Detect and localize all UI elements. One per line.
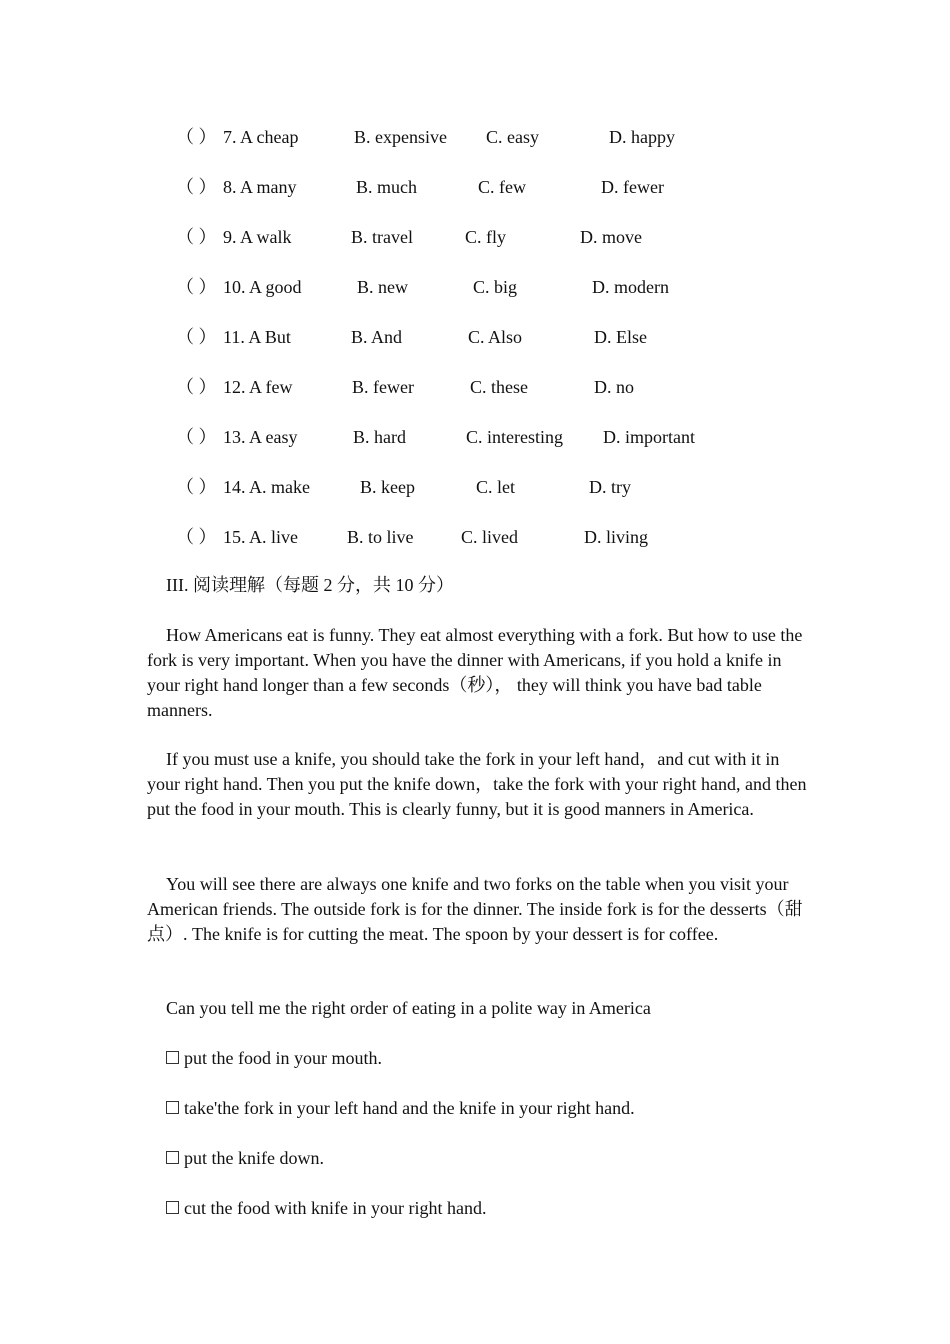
option-c: C. Also (468, 327, 523, 347)
question-row-14 (0, 474, 800, 500)
question-row-10 (0, 274, 800, 300)
option-a: 8. A many (223, 177, 297, 197)
answer-bracket: （ ） (176, 477, 217, 497)
order-option-text: put the knife down. (184, 1148, 324, 1168)
option-c: C. lived (461, 527, 518, 547)
option-d: D. modern (592, 277, 669, 297)
answer-bracket: （ ） (176, 527, 217, 547)
option-c: C. these (470, 377, 528, 397)
order-option-3 (166, 1146, 826, 1171)
option-a: 9. A walk (223, 227, 292, 247)
answer-bracket: （ ） (176, 177, 217, 197)
section-heading: III. 阅读理解（每题 2 分，共 10 分） (166, 575, 454, 595)
question-row-12 (0, 374, 800, 400)
answer-bracket: （ ） (176, 127, 217, 147)
answer-bracket: （ ） (176, 277, 217, 297)
order-option-text: take'the fork in your left hand and the knife in your right hand. (184, 1098, 635, 1118)
option-d: D. no (594, 377, 634, 397)
option-b: B. And (351, 327, 403, 347)
question-row-13 (0, 424, 800, 450)
question-row-7 (0, 124, 800, 150)
answer-bracket: （ ） (176, 427, 217, 447)
question-row-11 (0, 324, 800, 350)
checkbox-square (166, 1201, 179, 1214)
option-d: D. important (603, 427, 695, 447)
option-b: B. travel (351, 227, 413, 247)
option-b: B. expensive (354, 127, 447, 147)
option-c: C. easy (486, 127, 539, 147)
question-row-9 (0, 224, 800, 250)
order-option-text: put the food in your mouth. (184, 1048, 382, 1068)
passage-paragraph-3 (147, 872, 807, 947)
option-c: C. few (478, 177, 526, 197)
order-option-2 (166, 1096, 826, 1121)
checkbox-square (166, 1051, 179, 1064)
option-a: 10. A good (223, 277, 302, 297)
option-b: B. to live (347, 527, 414, 547)
option-b: B. much (356, 177, 417, 197)
checkbox-square (166, 1101, 179, 1114)
option-d: D. move (580, 227, 642, 247)
option-b: B. fewer (352, 377, 414, 397)
option-c: C. big (473, 277, 518, 297)
order-option-4 (166, 1196, 826, 1221)
option-c: C. interesting (466, 427, 563, 447)
option-a: 15. A. live (223, 527, 298, 547)
paragraph-text: How Americans eat is funny. They eat almost everything with a fork. But how to use the fork is very important. When you have the dinner with Americans, if you hold a knife in your right hand longer than a few seconds（秒）， they will think you have bad table manners. (147, 625, 803, 720)
option-a: 14. A. make (223, 477, 310, 497)
option-a: 11. A But (223, 327, 291, 347)
option-d: D. Else (594, 327, 647, 347)
option-b: B. new (357, 277, 408, 297)
answer-bracket: （ ） (176, 227, 217, 247)
option-d: D. living (584, 527, 649, 547)
option-a: 13. A easy (223, 427, 298, 447)
option-a: 7. A cheap (223, 127, 299, 147)
paragraph-text: If you must use a knife, you should take the fork in your left hand，and cut with it in your right hand. Then you put the knife down，take the fork with your right hand, and then put the food in your mouth. This is clearly funny, but it is good manners in America. (147, 749, 807, 819)
paragraph-text: You will see there are always one knife and two forks on the table when you visit your American friends. The outside fork is for the dinner. The inside fork is for the desserts（甜点）. The knife is for cutting the meat. The spoon by your dessert is for coffee. (147, 874, 803, 944)
checkbox-square (166, 1151, 179, 1164)
option-b: B. hard (353, 427, 406, 447)
answer-bracket: （ ） (176, 377, 217, 397)
option-d: D. happy (609, 127, 675, 147)
ordering-question: Can you tell me the right order of eating in a polite way in America (166, 998, 651, 1018)
passage-paragraph-1 (147, 623, 807, 723)
option-b: B. keep (360, 477, 415, 497)
option-a: 12. A few (223, 377, 293, 397)
answer-bracket: （ ） (176, 327, 217, 347)
order-option-text: cut the food with knife in your right hand. (184, 1198, 487, 1218)
order-option-1 (166, 1046, 826, 1071)
option-d: D. fewer (601, 177, 664, 197)
option-d: D. try (589, 477, 631, 497)
option-c: C. let (476, 477, 515, 497)
option-c: C. fly (465, 227, 507, 247)
question-row-15 (0, 524, 800, 550)
question-row-8 (0, 174, 800, 200)
passage-paragraph-2 (147, 747, 807, 822)
